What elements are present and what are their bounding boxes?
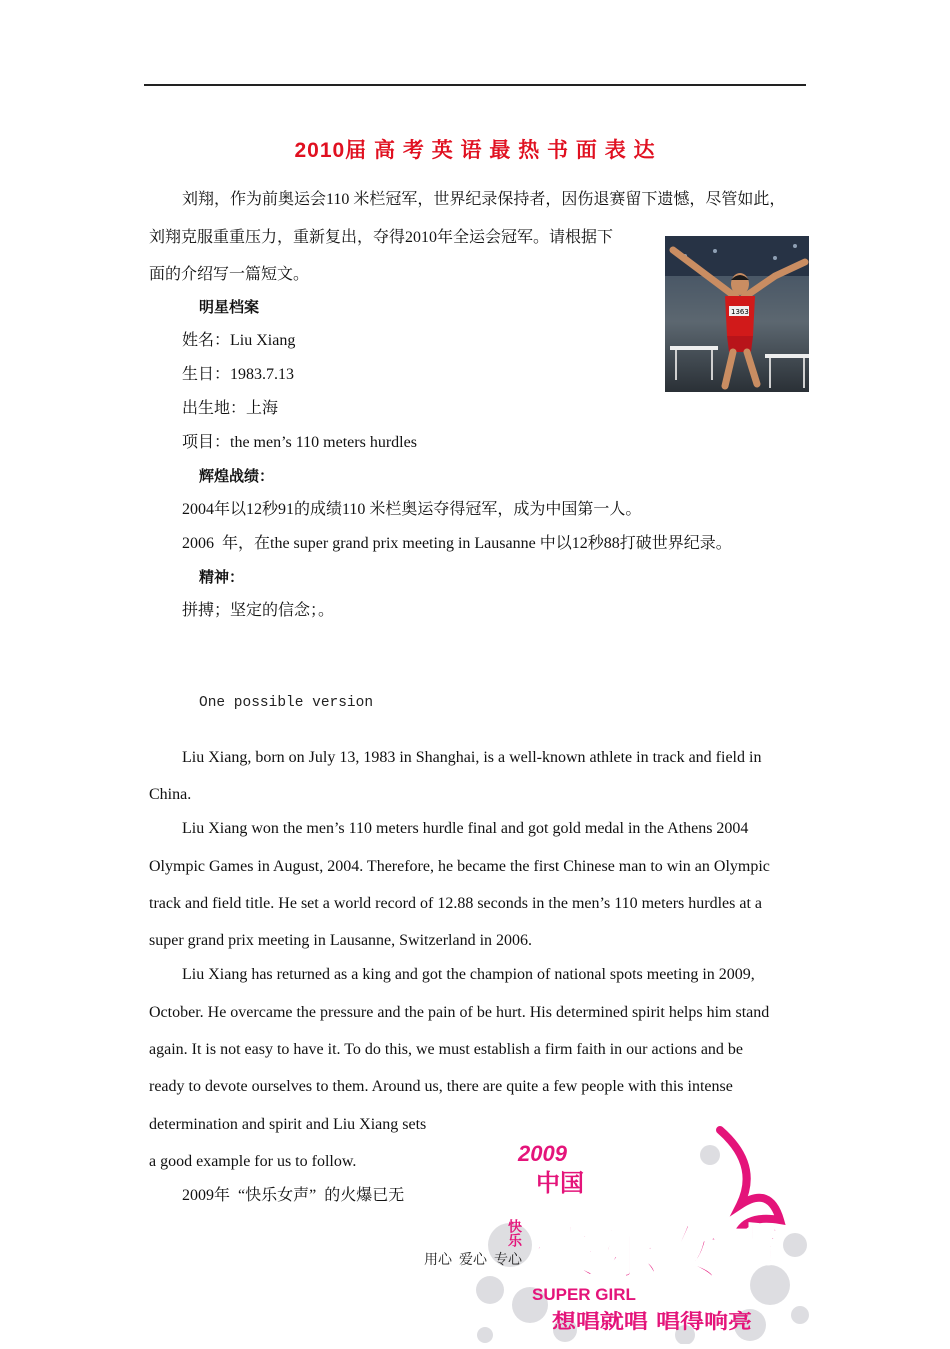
header-rule (144, 84, 806, 86)
intro-line-1: 刘翔，作为前奥运会110 米栏冠军，世界纪录保持者，因伤退赛留下遗憾，尽管如此， (182, 191, 786, 208)
logo-year: 2009 (518, 1141, 567, 1166)
logo-main: 快乐女声 (534, 1219, 784, 1287)
logo-china: 中国 (536, 1169, 584, 1197)
essay-line: again. It is not easy to have it. To do this, we must establish a firm faith in our actions and be (149, 1041, 744, 1058)
spirit-text: 拼搏；坚定的信念；。 (182, 602, 335, 619)
logo-slogan: 想唱就唱 唱得响亮 (552, 1309, 752, 1333)
super-girl-logo (470, 1125, 815, 1344)
essay-line: super grand prix meeting in Lausanne, Switzerland in 2006. (149, 932, 533, 949)
intro-line-3: 面的介绍写一篇短文。 (149, 266, 310, 283)
essay-line: Liu Xiang has returned as a king and got the champion of national spots meeting in 2009, (182, 966, 755, 983)
essay-line: Liu Xiang, born on July 13, 1983 in Shanghai, is a well-known athlete in track and field in (182, 749, 762, 766)
profile-birthplace: 出生地：上海 (182, 400, 279, 417)
spirit-heading: 精神： (199, 569, 245, 586)
profile-name: 姓名：Liu Xiang (182, 332, 296, 349)
essay-line: Liu Xiang won the men’s 110 meters hurdle final and got gold medal in the Athens 2004 (182, 820, 749, 837)
page-footer: 用心 爱心 专心 (424, 1253, 522, 1268)
essay-line: track and field title. He set a world record of 12.88 seconds in the men’s 110 meters hurdles at a (149, 895, 762, 912)
profile-event: 项目：the men’s 110 meters hurdles (182, 434, 417, 451)
profile-birthday: 生日：1983.7.13 (182, 366, 295, 383)
logo-kuaile: 快乐 (506, 1219, 522, 1247)
essay-line: 2009年 “快乐女声” 的火爆已无 (182, 1187, 405, 1204)
version-label: One possible version (199, 695, 374, 711)
essay-line: ready to devote ourselves to them. Around us, there are quite a few people with this intense (149, 1078, 733, 1095)
svg-text:1363: 1363 (731, 308, 749, 316)
logo-english: SUPER GIRL (532, 1285, 636, 1304)
essay-line: October. He overcame the pressure and the pain of be hurt. His determined spirit helps him stand (149, 1004, 770, 1021)
achievement-item-1: 2004年以12秒91的成绩110 米栏奥运夺得冠军，成为中国第一人。 (182, 501, 642, 518)
page-title: 2010届 高 考 英 语 最 热 书 面 表 达 (294, 139, 656, 162)
essay-line: determination and spirit and Liu Xiang sets (149, 1116, 427, 1133)
essay-line: a good example for us to follow. (149, 1153, 357, 1170)
intro-line-2: 刘翔克服重重压力，重新复出，夺得2010年全运会冠军。请根据下 (149, 229, 614, 246)
profile-heading: 明星档案 (199, 299, 260, 316)
athlete-photo (665, 236, 809, 392)
achievement-item-2: 2006 年，在the super grand prix meeting in Lausanne 中以12秒88打破世界纪录。 (182, 535, 732, 552)
essay-line: China. (149, 786, 192, 803)
essay-line: Olympic Games in August, 2004. Therefore, he became the first Chinese man to win an Olympic (149, 858, 770, 875)
achievements-heading: 辉煌战绩： (199, 468, 275, 485)
